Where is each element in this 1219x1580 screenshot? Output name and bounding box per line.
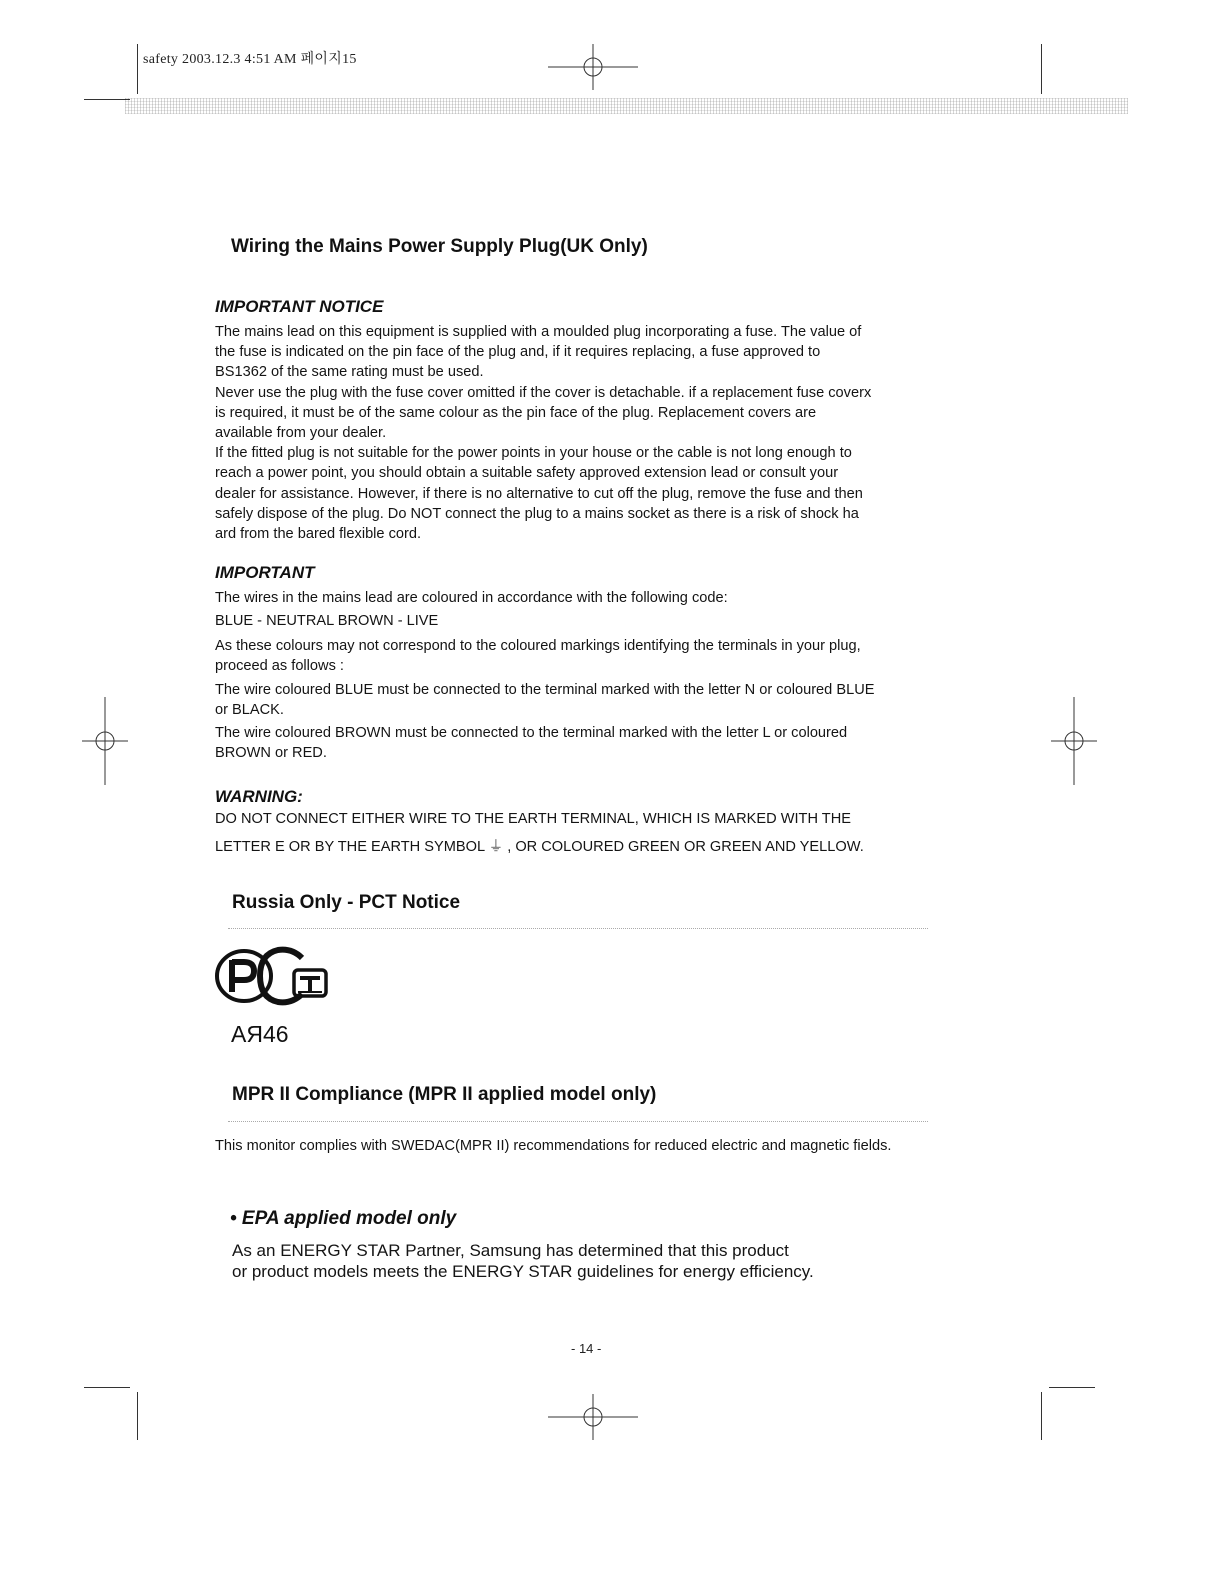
text-line: The wire coloured BLUE must be connected to the terminal marked with the letter N or coloured BLUE: [215, 682, 875, 698]
wiring-section-title: Wiring the Mains Power Supply Plug(UK Only): [231, 236, 648, 257]
text-line: the fuse is indicated on the pin face of the plug and, if it requires replacing, a fuse approved to: [215, 344, 821, 361]
epa-section-title: • EPA applied model only: [230, 1208, 457, 1229]
crop-mark-bottom-right-h: [1049, 1387, 1095, 1388]
text-line: The wire coloured BROWN must be connected to the terminal marked with the letter L or coloured: [215, 725, 848, 741]
important-notice-heading: IMPORTANT NOTICE: [215, 297, 384, 316]
important-notice-body: [215, 322, 975, 544]
text-line: BS1362 of the same rating must be used.: [215, 364, 484, 381]
crop-mark-top-left: [137, 44, 138, 94]
crop-mark-bottom-left-h: [84, 1387, 130, 1388]
epa-text: [232, 1240, 814, 1282]
crop-mark-top-left-h: [84, 99, 130, 100]
text-line: The mains lead on this equipment is supplied with a moulded plug incorporating a fuse. The value of: [215, 324, 862, 340]
crop-mark-top-right: [1041, 44, 1042, 94]
important-body: [215, 636, 975, 676]
crosshair-icon: [548, 1394, 638, 1440]
text-line: proceed as follows :: [215, 658, 344, 675]
text-line: Never use the plug with the fuse cover omitted if the cover is detachable. if a replacement fuse coverx: [215, 384, 872, 401]
pct-certification-logo: [214, 940, 330, 1024]
crosshair-icon: [548, 44, 638, 90]
crosshair-icon: [1051, 697, 1097, 785]
file-stamp: safety 2003.12.3 4:51 AM 페이지15: [143, 52, 357, 67]
important-body: [215, 680, 975, 720]
text-line: or product models meets the ENERGY STAR guidelines for energy efficiency.: [232, 1262, 814, 1281]
text-line: ard from the bared flexible cord.: [215, 526, 422, 543]
text-line: If the fitted plug is not suitable for the power points in your house or the cable is not long enough to: [215, 445, 852, 462]
dotted-rule: [228, 928, 928, 929]
warning-line: DO NOT CONNECT EITHER WIRE TO THE EARTH TERMINAL, WHICH IS MARKED WITH THE: [215, 811, 851, 827]
text-line: or BLACK.: [215, 702, 284, 719]
warning-heading: WARNING:: [215, 787, 303, 806]
pct-logo-code: АЯ46: [231, 1021, 289, 1047]
page-number: - 14 -: [571, 1341, 602, 1356]
mpr-text: This monitor complies with SWEDAC(MPR II) recommendations for reduced electric and magnetic fields.: [215, 1138, 892, 1154]
russia-section-title: Russia Only - PCT Notice: [232, 892, 461, 913]
crop-mark-bottom-left: [137, 1392, 138, 1440]
dotted-rule: [228, 1121, 928, 1122]
text-line: is required, it must be of the same colour as the pin face of the plug. Replacement covers are: [215, 404, 817, 421]
crosshair-icon: [82, 697, 128, 785]
text-line: reach a power point, you should obtain a suitable safety approved extension lead or consult your: [215, 465, 839, 482]
warning-line: LETTER E OR BY THE EARTH SYMBOL ⏚ , OR COLOURED GREEN OR GREEN AND YELLOW.: [215, 839, 864, 855]
important-heading: IMPORTANT: [215, 563, 315, 582]
text-line: As these colours may not correspond to the coloured markings identifying the terminals in your plug,: [215, 638, 861, 654]
important-body: [215, 723, 975, 763]
text-line: As an ENERGY STAR Partner, Samsung has determined that this product: [232, 1241, 789, 1260]
mpr-section-title: MPR II Compliance (MPR II applied model only): [232, 1084, 657, 1105]
text-line: safely dispose of the plug. Do NOT connect the plug to a mains socket as there is a risk of shock ha: [215, 505, 859, 522]
text-line: BLUE - NEUTRAL BROWN - LIVE: [215, 613, 439, 629]
scan-noise-band: [125, 98, 1128, 114]
crop-mark-bottom-right: [1041, 1392, 1042, 1440]
text-line: BROWN or RED.: [215, 745, 327, 762]
text-line: dealer for assistance. However, if there is no alternative to cut off the plug, remove the fuse and then: [215, 485, 863, 502]
text-line: The wires in the mains lead are coloured in accordance with the following code:: [215, 590, 728, 606]
text-line: available from your dealer.: [215, 425, 387, 442]
